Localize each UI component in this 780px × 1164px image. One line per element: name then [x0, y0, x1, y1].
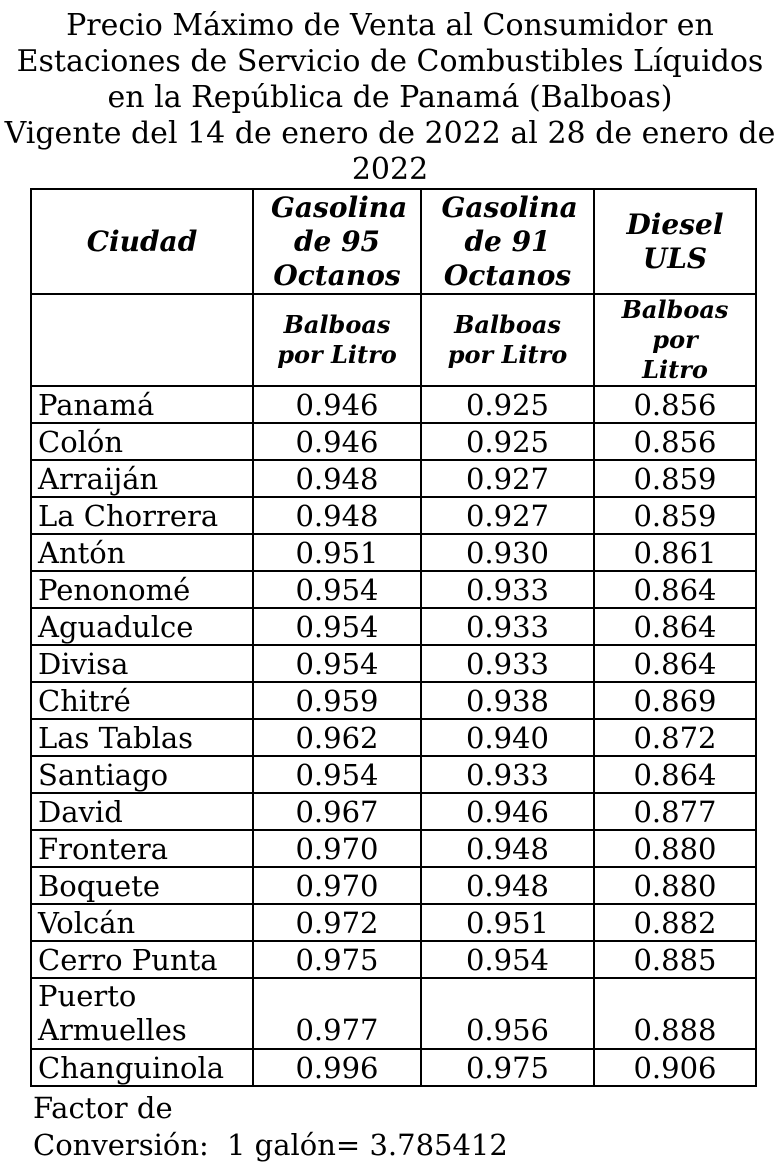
g91-cell: 0.975	[421, 1049, 594, 1086]
table-row	[31, 608, 756, 645]
g95-cell: 0.972	[253, 904, 421, 941]
table-row	[31, 793, 756, 830]
column-header-gasolina-95: Gasolina de 95 Octanos	[253, 189, 421, 294]
conversion-factor-label: Factor de Conversión:	[33, 1091, 209, 1162]
city-cell: David	[31, 793, 253, 830]
g91-cell: 0.925	[421, 423, 594, 460]
g91-cell: 0.951	[421, 904, 594, 941]
city-cell: Divisa	[31, 645, 253, 682]
g95-cell: 0.948	[253, 497, 421, 534]
city-cell: La Chorrera	[31, 497, 253, 534]
g95-cell: 0.959	[253, 682, 421, 719]
table-row	[31, 460, 756, 497]
units-row	[31, 294, 756, 386]
table-row	[31, 682, 756, 719]
diesel-cell: 0.869	[594, 682, 756, 719]
city-cell: Colón	[31, 423, 253, 460]
page-title	[0, 0, 780, 188]
diesel-cell: 0.856	[594, 386, 756, 423]
table-row	[31, 830, 756, 867]
table-row	[31, 571, 756, 608]
diesel-cell: 0.885	[594, 941, 756, 978]
g91-cell: 0.925	[421, 386, 594, 423]
city-cell: Cerro Punta	[31, 941, 253, 978]
g91-cell: 0.933	[421, 645, 594, 682]
g95-cell: 0.954	[253, 571, 421, 608]
column-header-diesel-uls: Diesel ULS	[594, 189, 756, 294]
diesel-cell: 0.864	[594, 756, 756, 793]
city-cell: Santiago	[31, 756, 253, 793]
diesel-cell: 0.888	[594, 978, 756, 1049]
g91-cell: 0.933	[421, 608, 594, 645]
table-row	[31, 904, 756, 941]
diesel-cell: 0.872	[594, 719, 756, 756]
diesel-cell: 0.880	[594, 830, 756, 867]
table-row	[31, 645, 756, 682]
g91-cell: 0.946	[421, 793, 594, 830]
g91-cell: 0.940	[421, 719, 594, 756]
diesel-cell: 0.906	[594, 1049, 756, 1086]
g95-cell: 0.954	[253, 608, 421, 645]
g91-cell: 0.948	[421, 867, 594, 904]
g95-cell: 0.977	[253, 978, 421, 1049]
diesel-cell: 0.856	[594, 423, 756, 460]
g95-cell: 0.967	[253, 793, 421, 830]
column-header-gasolina-91: Gasolina de 91 Octanos	[421, 189, 594, 294]
g91-cell: 0.956	[421, 978, 594, 1049]
conversion-factor	[33, 1090, 780, 1164]
g91-cell: 0.948	[421, 830, 594, 867]
g91-cell: 0.954	[421, 941, 594, 978]
g91-cell: 0.938	[421, 682, 594, 719]
diesel-cell: 0.864	[594, 608, 756, 645]
city-cell: Aguadulce	[31, 608, 253, 645]
g95-cell: 0.946	[253, 386, 421, 423]
g95-cell: 0.970	[253, 867, 421, 904]
diesel-cell: 0.864	[594, 571, 756, 608]
city-cell: Las Tablas	[31, 719, 253, 756]
g95-cell: 0.954	[253, 756, 421, 793]
table-row	[31, 756, 756, 793]
g95-cell: 0.948	[253, 460, 421, 497]
city-cell: Antón	[31, 534, 253, 571]
table-row	[31, 497, 756, 534]
table-row	[31, 534, 756, 571]
g91-cell: 0.927	[421, 497, 594, 534]
table-row	[31, 423, 756, 460]
g95-cell: 0.996	[253, 1049, 421, 1086]
title-line-3: en la República de Panamá (Balboas)	[107, 80, 673, 115]
diesel-cell: 0.877	[594, 793, 756, 830]
table-row	[31, 1049, 756, 1086]
diesel-cell: 0.864	[594, 645, 756, 682]
g91-cell: 0.930	[421, 534, 594, 571]
g95-cell: 0.975	[253, 941, 421, 978]
units-cell-diesel: Balboas por Litro	[594, 294, 756, 386]
header-row	[31, 189, 756, 294]
price-table	[30, 188, 757, 1087]
title-line-4: Vigente del 14 de enero de 2022 al 28 de enero de	[4, 116, 776, 151]
table-row	[31, 719, 756, 756]
g95-cell: 0.951	[253, 534, 421, 571]
city-cell: Changuinola	[31, 1049, 253, 1086]
table-row	[31, 978, 756, 1049]
title-line-1: Precio Máximo de Venta al Consumidor en	[66, 8, 714, 43]
city-cell: Puerto Armuelles	[31, 978, 253, 1049]
g91-cell: 0.927	[421, 460, 594, 497]
diesel-cell: 0.861	[594, 534, 756, 571]
g95-cell: 0.954	[253, 645, 421, 682]
city-cell: Boquete	[31, 867, 253, 904]
city-cell: Volcán	[31, 904, 253, 941]
units-cell-empty	[31, 294, 253, 386]
units-cell-g91: Balboas por Litro	[421, 294, 594, 386]
table-row	[31, 941, 756, 978]
conversion-factor-value: 1 galón= 3.785412	[227, 1128, 508, 1162]
g95-cell: 0.970	[253, 830, 421, 867]
g91-cell: 0.933	[421, 571, 594, 608]
title-line-5: 2022	[351, 152, 429, 187]
diesel-cell: 0.859	[594, 497, 756, 534]
table-row	[31, 386, 756, 423]
city-cell: Panamá	[31, 386, 253, 423]
city-cell: Penonomé	[31, 571, 253, 608]
g95-cell: 0.962	[253, 719, 421, 756]
city-cell: Frontera	[31, 830, 253, 867]
city-cell: Arraiján	[31, 460, 253, 497]
diesel-cell: 0.882	[594, 904, 756, 941]
diesel-cell: 0.880	[594, 867, 756, 904]
title-line-2: Estaciones de Servicio de Combustibles Líquidos	[16, 44, 764, 79]
g91-cell: 0.933	[421, 756, 594, 793]
diesel-cell: 0.859	[594, 460, 756, 497]
table-row	[31, 867, 756, 904]
units-cell-g95: Balboas por Litro	[253, 294, 421, 386]
column-header-ciudad: Ciudad	[31, 189, 253, 294]
g95-cell: 0.946	[253, 423, 421, 460]
city-cell: Chitré	[31, 682, 253, 719]
